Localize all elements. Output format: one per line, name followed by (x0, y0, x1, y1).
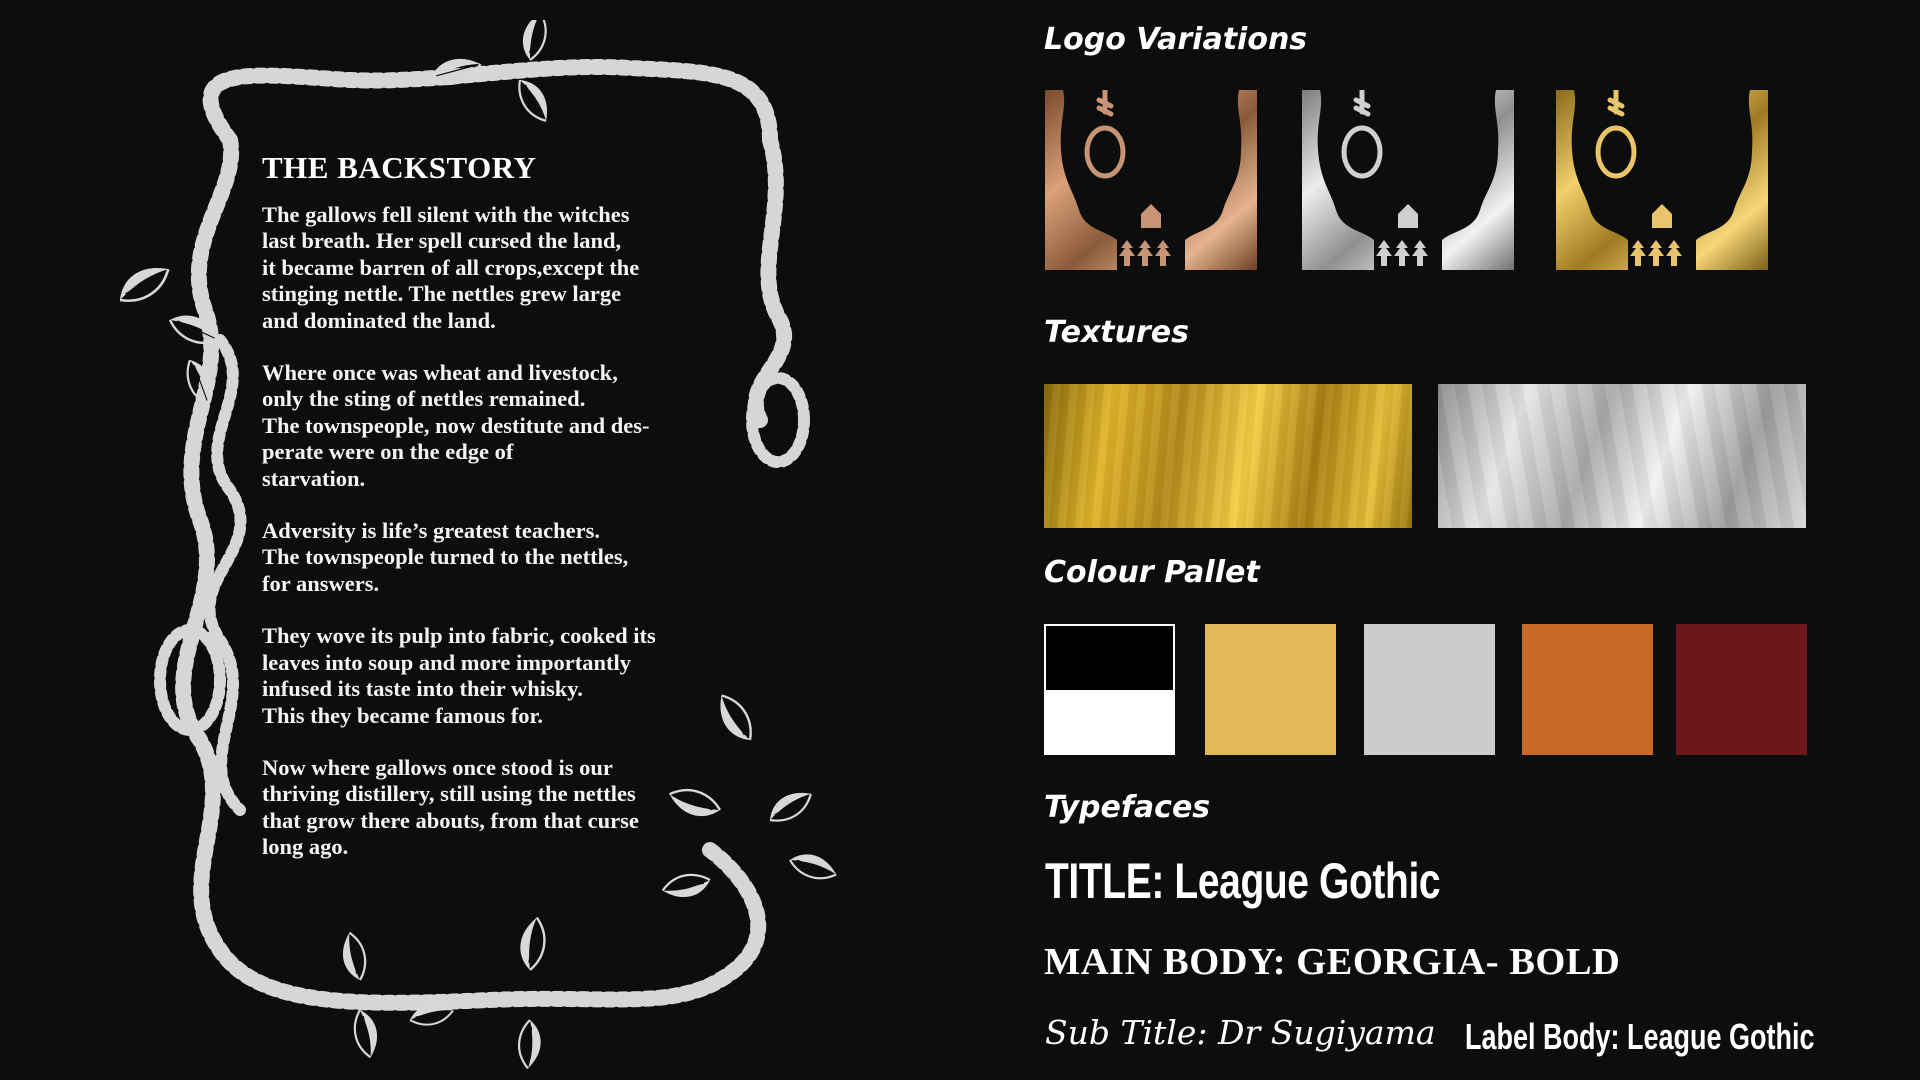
colour-swatch-black-white (1044, 624, 1175, 755)
colour-swatch-silver (1364, 624, 1495, 755)
colour-pallet-heading: Colour Pallet (1044, 555, 1260, 590)
typeface-label-body-sample: Label Body: League Gothic (1465, 1016, 1815, 1057)
backstory-paragraph: They wove its pulp into fabric, cooked its leaves into soup and more importantly infused its taste into their whisky. This they became famous for. (262, 623, 656, 728)
backstory-paragraph: Now where gallows once stood is our thriving distillery, still using the nettles that grow there abouts, from that curse long ago. (262, 754, 639, 860)
backstory-paragraph: Adversity is life’s greatest teachers. The townspeople turned to the nettles, for answers. (262, 518, 629, 596)
typeface-main-body-sample: MAIN BODY: GEORGIA- BOLD (1044, 941, 1621, 983)
colour-swatch-orange (1522, 624, 1653, 755)
textures-heading: Textures (1044, 315, 1189, 350)
typeface-title-sample: TITLE: League Gothic (1045, 853, 1441, 909)
colour-swatch-gold (1205, 624, 1336, 755)
colour-swatch-black (1044, 624, 1175, 690)
gold-foil-texture (1044, 384, 1412, 528)
typeface-subtitle-sample: Sub Title: Dr Sugiyama (1045, 1013, 1436, 1052)
backstory-paragraph: Where once was wheat and livestock, only the sting of nettles remained. The townspeople, now destitute and des- perate were on the edge of starvation. (262, 360, 650, 491)
logo-silver-variant (1302, 90, 1514, 270)
logo-variations-heading: Logo Variations (1044, 22, 1308, 57)
colour-swatch-white (1044, 690, 1175, 756)
backstory-title: THE BACKSTORY (262, 150, 537, 185)
logo-copper-variant (1045, 90, 1257, 270)
backstory-paragraph: The gallows fell silent with the witches last breath. Her spell cursed the land, it became barren of all crops,except the stinging nettle. The nettles grew large and dominated the land. (262, 202, 640, 333)
colour-swatch-burgundy (1676, 624, 1807, 755)
logo-gold-variant (1556, 90, 1768, 270)
silver-foil-texture (1438, 384, 1806, 528)
typefaces-heading: Typefaces (1044, 790, 1211, 825)
backstory-section (262, 150, 742, 887)
